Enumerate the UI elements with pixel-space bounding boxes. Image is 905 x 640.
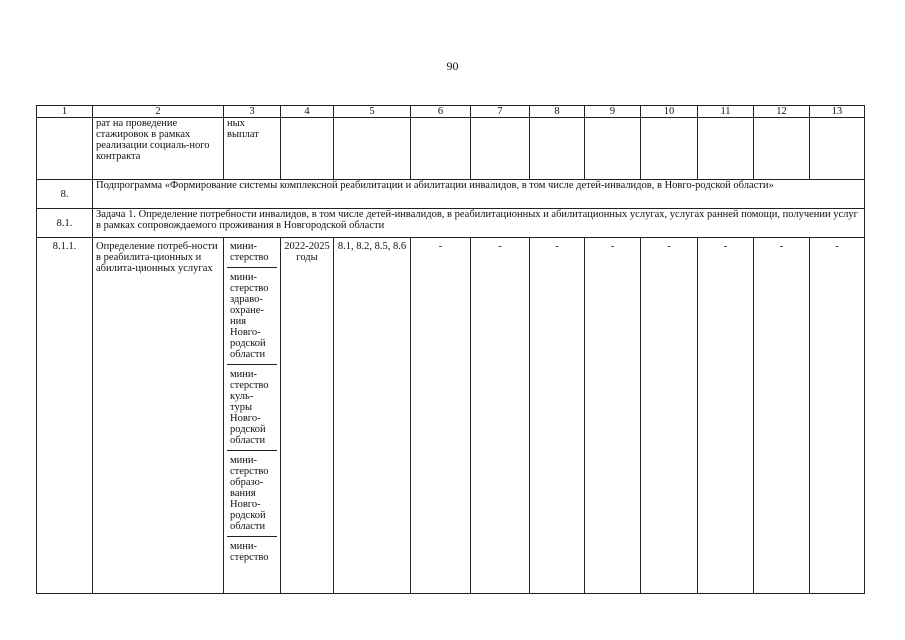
executor-item: мини-стерство куль-туры Новго-родской области xyxy=(227,365,277,451)
table-row-item xyxy=(37,238,865,594)
column-header: 8 xyxy=(530,106,585,118)
subprogram-title: Подпрограмма «Формирование системы комплексной реабилитации и абилитации инвалидов, в том числе детей-инвалидов, в Новго-родской области» xyxy=(93,180,865,209)
table-row-subprogram xyxy=(37,180,865,209)
executor-item: мини-стерство здраво-охране-ния Новго-родской области xyxy=(227,268,277,365)
column-header: 11 xyxy=(698,106,754,118)
cell-value: - xyxy=(698,238,754,594)
column-header: 9 xyxy=(585,106,641,118)
cell-value: - xyxy=(471,238,530,594)
cell-value: - xyxy=(411,238,471,594)
column-header: 7 xyxy=(471,106,530,118)
cell-executor: ных выплат xyxy=(224,118,281,180)
column-header: 2 xyxy=(93,106,224,118)
cell-executors xyxy=(224,238,281,594)
column-header: 1 xyxy=(37,106,93,118)
cell-name: рат на проведение стажировок в рамках реализации социаль-ного контракта xyxy=(93,118,224,180)
cell-num: 8. xyxy=(37,180,93,209)
executor-item: мини-стерство xyxy=(227,241,277,268)
cell-value: - xyxy=(754,238,810,594)
cell-value: - xyxy=(530,238,585,594)
task-title: Задача 1. Определение потребности инвалидов, в том числе детей-инвалидов, в реабилитационных и абилитационных услугах, услугах ранней помощи, получении услуг в рамках сопровождаемого проживания в Новгородской области xyxy=(93,209,865,238)
column-header: 5 xyxy=(334,106,411,118)
column-header: 13 xyxy=(810,106,865,118)
column-header: 4 xyxy=(281,106,334,118)
cell-num: 8.1. xyxy=(37,209,93,238)
column-header: 10 xyxy=(641,106,698,118)
plan-table xyxy=(36,105,865,594)
cell-period: 2022-2025 годы xyxy=(281,238,334,594)
executor-item: мини-стерство xyxy=(230,541,269,563)
cell-value: - xyxy=(810,238,865,594)
cell-num xyxy=(37,118,93,180)
column-header: 6 xyxy=(411,106,471,118)
column-header: 12 xyxy=(754,106,810,118)
column-header: 3 xyxy=(224,106,281,118)
table-row-continued xyxy=(37,118,865,180)
page-number: 90 xyxy=(446,59,459,73)
cell-indicators: 8.1, 8.2, 8.5, 8.6 xyxy=(334,238,411,594)
cell-name: Определение потреб-ности в реабилита-ционных и абилита-ционных услугах xyxy=(93,238,224,594)
header-row xyxy=(37,106,865,118)
executor-item: мини-стерство образо-вания Новго-родской области xyxy=(227,451,277,537)
table-row-task xyxy=(37,209,865,238)
cell-num: 8.1.1. xyxy=(37,238,93,594)
cell-value: - xyxy=(641,238,698,594)
cell-value: - xyxy=(585,238,641,594)
